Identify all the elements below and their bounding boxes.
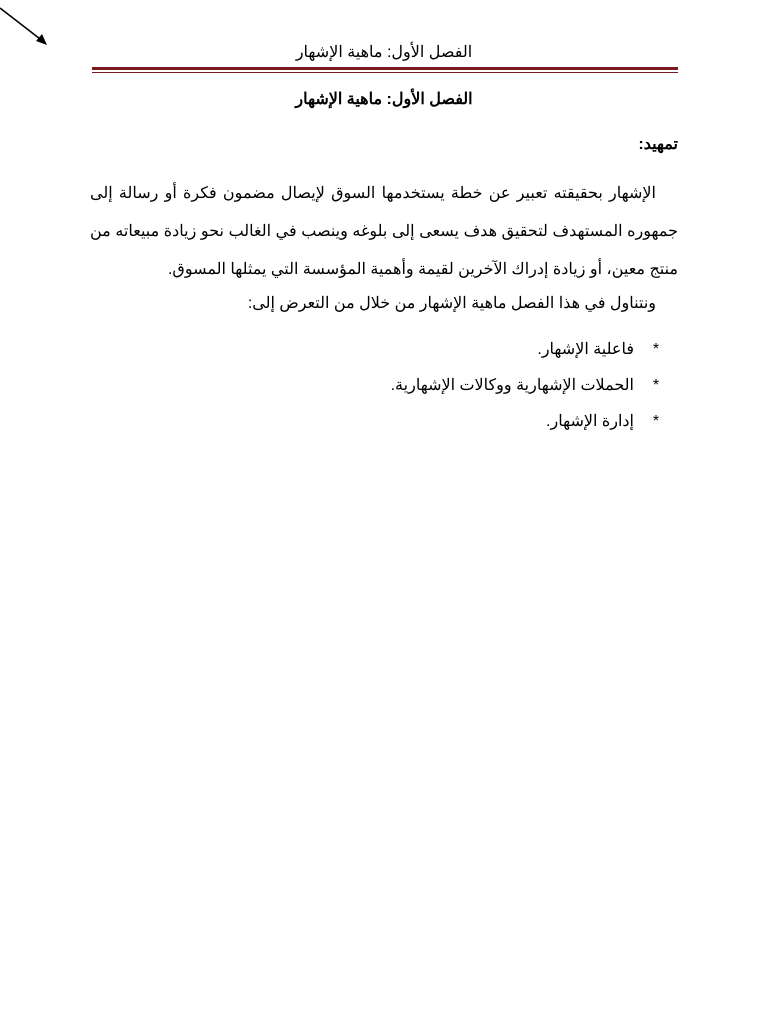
list-item-label: الحملات الإشهارية ووكالات الإشهارية. <box>390 377 634 394</box>
list-item <box>118 338 678 374</box>
intro-paragraph: الإشهار بحقيقته تعبير عن خطة يستخدمها السوق لإيصال مضمون فكرة أو رسالة إلى جمهوره المستهدف لتحقيق هدف يسعى إلى بلوغه وينصب في الغالب نحو زيادة مبيعاته من منتج معين، أو زيادة إدراك الآخرين لقيمة وأهمية المؤسسة التي يمثلها المسوق. <box>90 185 678 278</box>
running-header: الفصل الأول: ماهية الإشهار <box>295 44 473 61</box>
section-heading: تمهيد: <box>638 136 678 153</box>
header-rule-thick <box>92 67 678 70</box>
bullet-star: * <box>652 377 660 394</box>
lead-sentence: ونتناول في هذا الفصل ماهية الإشهار من خلال من التعرض إلى: <box>247 295 656 312</box>
chapter-title: الفصل الأول: ماهية الإشهار <box>295 91 473 108</box>
topic-list <box>118 338 678 446</box>
list-item <box>118 374 678 410</box>
header-rule-thin <box>92 72 678 73</box>
list-item-label: فاعلية الإشهار. <box>537 341 634 358</box>
bullet-star: * <box>652 413 660 430</box>
list-item-label: إدارة الإشهار. <box>546 413 634 430</box>
bullet-star: * <box>652 341 660 358</box>
diagonal-arrow-icon <box>0 0 60 60</box>
list-item <box>118 410 678 446</box>
